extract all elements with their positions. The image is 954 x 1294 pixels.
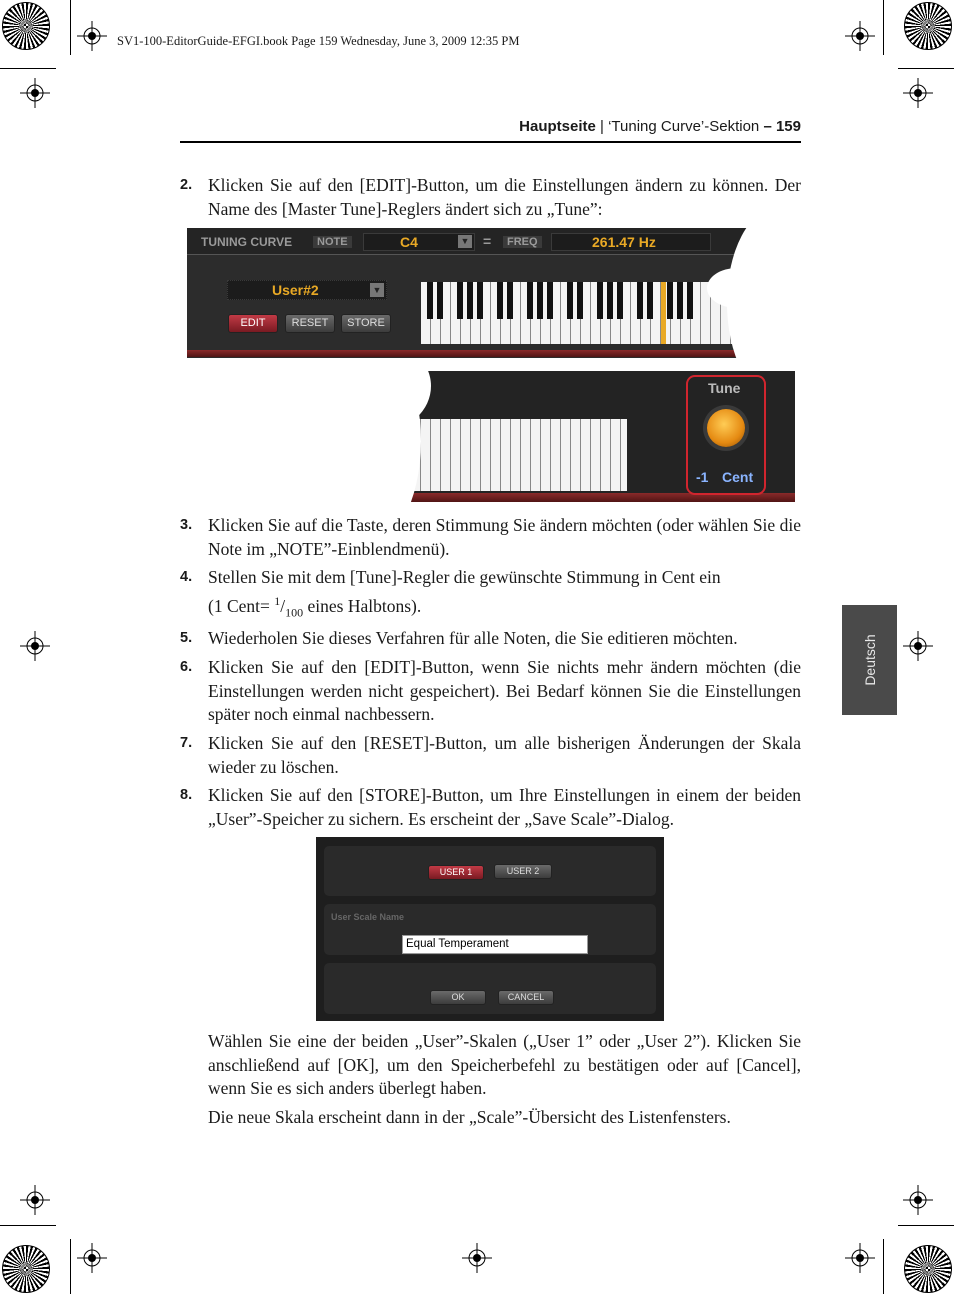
step-text: Klicken Sie auf den [EDIT]-Button, wenn Sie nichts mehr ändern möchten (die Einstellungen werden nicht gespeichert). Bei Bedarf können Sie die Einstellungen später noch einmal nachbessern. [208, 657, 801, 724]
crop-line [883, 1239, 884, 1294]
step-text [208, 566, 801, 624]
step-text: Wiederholen Sie dieses Verfahren für alle Noten, die Sie editieren möchten. [208, 628, 738, 648]
step-number: 7. [180, 735, 193, 751]
reset-button[interactable]: RESET [285, 314, 335, 333]
tune-knob-highlight [686, 375, 766, 495]
tuning-curve-screenshot [187, 228, 777, 358]
registration-mark [845, 21, 875, 51]
step-text: Klicken Sie auf den [EDIT]-Button, um die Einstellungen ändern zu können. Der Name des [Master Tune]-Reglers ändert sich zu „Tune”: [208, 175, 801, 219]
cancel-button[interactable]: CANCEL [498, 990, 554, 1005]
tune-unit: Cent [722, 469, 754, 485]
preset-select[interactable] [227, 280, 387, 300]
step-number: 8. [180, 787, 193, 803]
step-text-line-2: (1 Cent= [208, 595, 275, 616]
step-number: 2. [180, 177, 193, 193]
registration-mark [20, 1185, 50, 1215]
ok-button[interactable]: OK [430, 990, 486, 1005]
header-separator: | [595, 118, 609, 135]
step-7 [180, 732, 801, 779]
crop-line [883, 0, 884, 55]
tune-value: -1 [696, 469, 709, 485]
registration-star-bottom-right [904, 1245, 952, 1293]
tuning-curve-label: TUNING CURVE [201, 235, 293, 249]
panel-red-bar [187, 350, 777, 357]
edit-button[interactable]: EDIT [228, 314, 278, 333]
note-label: NOTE [313, 236, 352, 248]
selected-key [661, 282, 666, 344]
chevron-down-icon: ▼ [370, 283, 384, 297]
page-number: 159 [775, 118, 801, 135]
step-5 [180, 627, 801, 651]
freq-label: FREQ [503, 236, 542, 248]
registration-star-top-right [904, 2, 952, 50]
name-label: User Scale Name [331, 912, 405, 922]
crop-line [0, 1225, 56, 1226]
crop-line [70, 1239, 71, 1294]
running-header [180, 118, 801, 135]
user-slot-panel [324, 846, 656, 896]
fraction-denominator: 100 [285, 604, 304, 619]
scale-name-input[interactable]: Equal Temperament [402, 935, 588, 954]
user1-button[interactable]: USER 1 [428, 865, 484, 880]
crop-line [0, 68, 56, 69]
step-text: Klicken Sie auf die Taste, deren Stimmung Sie ändern möchten (oder wählen Sie die Note im „NOTE”-Einblendmenü). [208, 515, 801, 559]
registration-mark [462, 1243, 492, 1273]
step-text: Klicken Sie auf den [STORE]-Button, um Ihre Einstellungen in einem der beiden „User”-Speicher zu sichern. Es erscheint der „Save Scale”-Dialog. [208, 785, 801, 829]
header-rule [180, 141, 801, 143]
freq-field [551, 233, 711, 251]
registration-mark [20, 78, 50, 108]
step-8 [180, 784, 801, 831]
header-section: Hauptseite [519, 118, 596, 135]
registration-mark [903, 1185, 933, 1215]
crop-line [898, 68, 954, 69]
chevron-down-icon: ▼ [458, 235, 472, 248]
crop-line [898, 1225, 954, 1226]
step-number: 3. [180, 517, 193, 533]
step-number: 5. [180, 630, 193, 646]
registration-mark [20, 631, 50, 661]
registration-mark [903, 78, 933, 108]
store-button[interactable]: STORE [341, 314, 391, 333]
step-2 [180, 174, 801, 221]
step-6 [180, 656, 801, 727]
user2-button[interactable]: USER 2 [494, 864, 552, 879]
freq-value: 261.47 Hz [592, 234, 656, 250]
save-scale-dialog [316, 837, 664, 1021]
registration-star-top-left [2, 2, 50, 50]
torn-edge [707, 268, 767, 308]
registration-mark [845, 1243, 875, 1273]
header-subsection: ‘Tuning Curve’-Sektion [608, 118, 760, 135]
step-text-line-1: Stellen Sie mit dem [Tune]-Regler die gewünschte Stimmung in Cent ein [208, 567, 721, 587]
registration-mark [77, 1243, 107, 1273]
crop-line [70, 0, 71, 55]
closing-note: Die neue Skala erscheint dann in der „Scale”-Übersicht des Listenfensters. [208, 1107, 731, 1127]
dialog-instructions: Wählen Sie eine der beiden „User”-Skalen („User 1” oder „User 2”). Klicken Sie anschließend auf [OK], um den Speicherbefehl zu bestätigen oder auf [Cancel], wenn Sie es sich anders überlegt haben. [208, 1031, 801, 1098]
name-panel [324, 904, 656, 955]
tune-knob-screenshot [361, 371, 795, 502]
note-value: C4 [400, 234, 418, 250]
fraction-numerator: 1 [274, 593, 281, 608]
book-info-line: SV1-100-EditorGuide-EFGI.book Page 159 Wednesday, June 3, 2009 12:35 PM [117, 34, 520, 48]
registration-mark [77, 21, 107, 51]
step-text: Klicken Sie auf den [RESET]-Button, um alle bisherigen Änderungen der Skala wieder zu löschen. [208, 733, 801, 777]
header-dash: – [759, 118, 776, 135]
fraction-slash: / [280, 595, 286, 616]
action-panel [324, 963, 656, 1014]
language-tab [842, 605, 897, 715]
language-tab-label: Deutsch [861, 634, 878, 686]
note-select[interactable] [363, 233, 475, 251]
registration-star-bottom-left [2, 1245, 50, 1293]
step-3 [180, 514, 801, 561]
registration-mark [903, 631, 933, 661]
step-number: 4. [180, 569, 193, 585]
preset-value: User#2 [272, 282, 319, 298]
step-text-line-2-end: eines Halbtons). [303, 595, 422, 616]
step-number: 6. [180, 659, 193, 675]
step-4 [180, 566, 801, 624]
equals-sign: = [483, 233, 492, 249]
tune-label: Tune [708, 380, 741, 396]
tune-knob[interactable] [707, 409, 745, 447]
